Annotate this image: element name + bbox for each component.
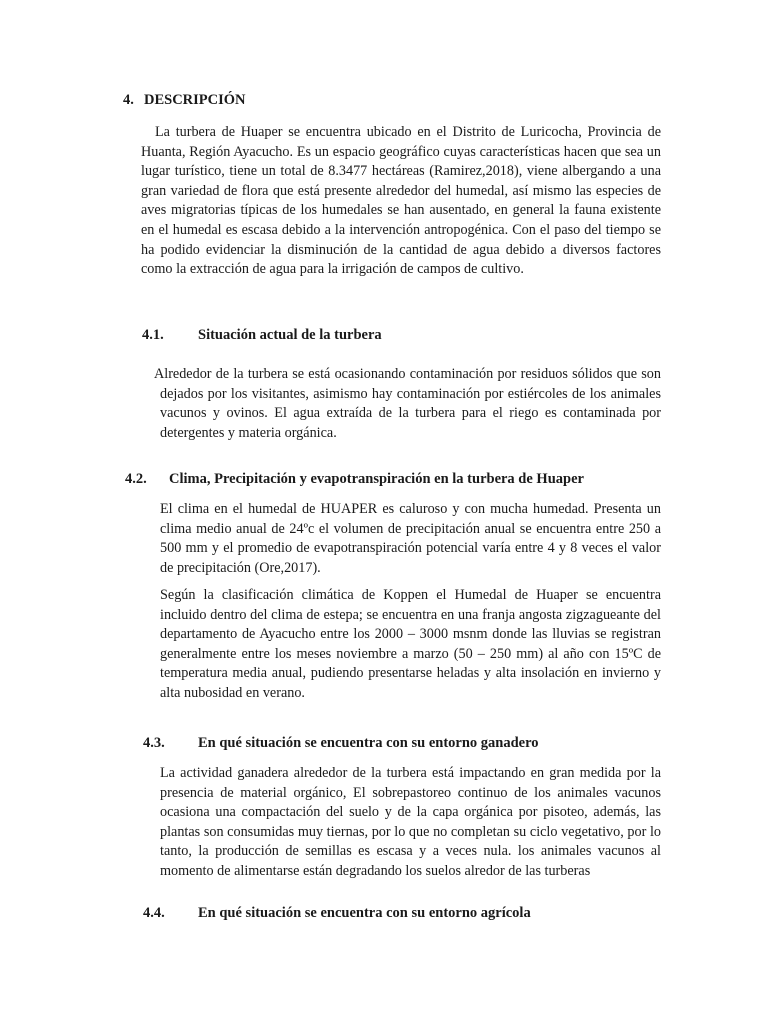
section-4-1-heading <box>142 327 382 344</box>
section-4-title: DESCRIPCIÓN <box>144 92 246 108</box>
section-4-3-paragraph: La actividad ganadera alrededor de la turbera está impactando en gran medida por la presencia de material orgánico, El sobrepastoreo continuo de los animales vacunos ocasiona una compactación del suelo y de la capa orgánica por pisoteo, además, las plantas son consumidas muy tiernas, por lo que no completan su ciclo vegetativo, por lo tanto, la producción de semillas es escasa y a veces nula. los animales vacunos al momento de alimentarse están degradando los suelos alredor de las turberas <box>160 765 661 879</box>
section-4-2-title: Clima, Precipitación y evapotranspiración en la turbera de Huaper <box>169 471 584 487</box>
section-4-number: 4. <box>123 92 134 108</box>
section-4-4-title: En qué situación se encuentra con su entorno agrícola <box>198 905 531 921</box>
section-4-2-number: 4.2. <box>125 471 147 487</box>
section-4-2-heading <box>125 471 584 488</box>
section-4-4-heading <box>143 905 531 922</box>
section-4-3-heading <box>143 735 539 752</box>
section-4-paragraph: La turbera de Huaper se encuentra ubicado en el Distrito de Luricocha, Provincia de Huanta, Región Ayacucho. Es un espacio geográfico cuyas características hacen que sea un lugar turístico, tiene un total de 8.3477 hectáreas (Ramirez,2018), viene albergando a una gran variedad de flora que está presente alrededor del humedal, así mismo las especies de aves migratorias típicas de los humedales se han ausentado, en general la fauna existente en el humedal es escasa debido a la intervención antropogénica. Con el paso del tiempo se ha podido evidenciar la disminución de la cantidad de agua debido a diversos factores como la extracción de agua para la irrigación de campos de cultivo. <box>141 124 661 278</box>
section-4-3-number: 4.3. <box>143 735 165 751</box>
section-4-3-title: En qué situación se encuentra con su entorno ganadero <box>198 735 539 751</box>
section-4-1-number: 4.1. <box>142 327 164 343</box>
section-4-4-number: 4.4. <box>143 905 165 921</box>
section-4-2-paragraph-1: El clima en el humedal de HUAPER es caluroso y con mucha humedad. Presenta un clima medio anual de 24ºc el volumen de precipitación anual se encuentra entre 250 a 500 mm y el promedio de evapotranspiración potencial varía entre 4 y 8 veces el valor de precipitación (Ore,2017). <box>160 501 661 576</box>
section-4-heading <box>123 92 246 109</box>
section-4-2-paragraph-2: Según la clasificación climática de Koppen el Humedal de Huaper se encuentra incluido dentro del clima de estepa; se encuentra en una franja angosta zigzagueante del departamento de Ayacucho entre los 2000 – 3000 msnm donde las lluvias se registran generalmente entre los meses noviembre a marzo (50 – 250 mm) al año con 15ºC de temperatura media anual, pudiendo presentarse heladas y alta insolación en invierno y alta nubosidad en verano. <box>160 587 661 701</box>
section-4-1-title: Situación actual de la turbera <box>198 327 382 343</box>
section-4-1-paragraph: Alrededor de la turbera se está ocasionando contaminación por residuos sólidos que son dejados por los visitantes, asimismo hay contaminación por estiércoles de los animales vacunos y ovinos. El agua extraída de la turbera para el riego es contaminada por detergentes y materia orgánica. <box>154 366 661 441</box>
